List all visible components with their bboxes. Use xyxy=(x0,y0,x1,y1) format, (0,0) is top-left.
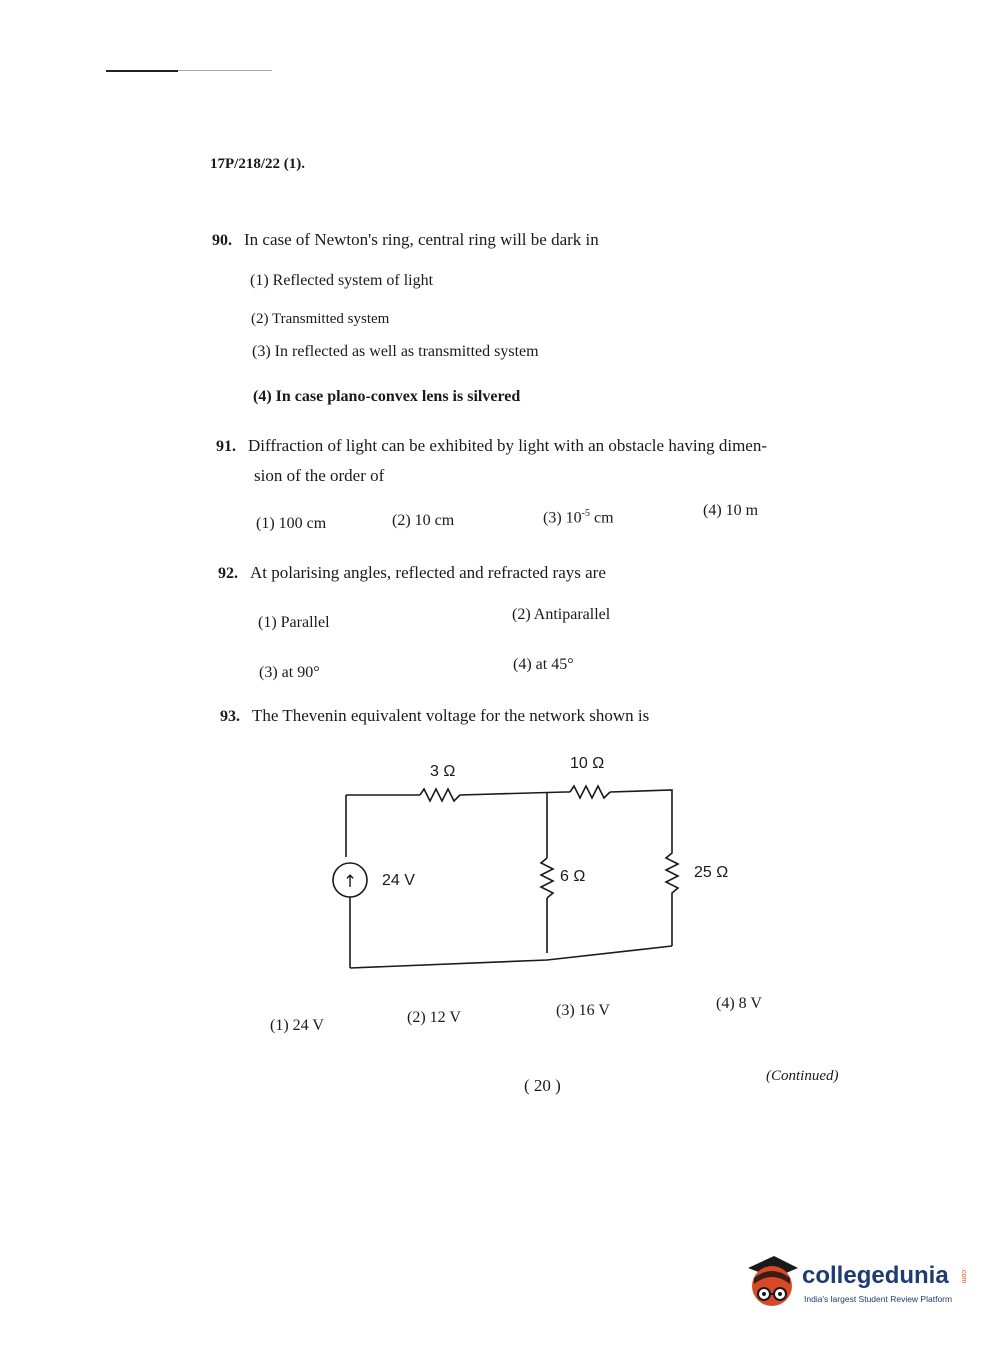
label-6-ohm: 6 Ω xyxy=(560,868,586,885)
q91-option-3-exponent: -5 xyxy=(581,508,590,519)
q92-option-1: (1) Parallel xyxy=(258,614,330,631)
q92-option-2: (2) Antiparallel xyxy=(512,606,611,623)
question-90 xyxy=(212,230,599,250)
arrow-up-icon: ↑ xyxy=(342,872,358,892)
page-number: ( 20 ) xyxy=(524,1076,561,1095)
mascot-icon xyxy=(742,1250,800,1312)
question-91 xyxy=(216,436,767,456)
wire-top-middle xyxy=(460,792,570,795)
resistor-25-ohm xyxy=(666,840,678,946)
question-92 xyxy=(218,563,606,583)
q92-option-4: (4) at 45° xyxy=(513,656,574,673)
question-text: At polarising angles, reflected and refracted rays are xyxy=(250,563,606,582)
paper-code: 17P/218/22 (1). xyxy=(210,156,305,172)
resistor-10-ohm xyxy=(570,786,610,798)
question-number: 93. xyxy=(220,708,240,725)
question-93 xyxy=(220,706,649,726)
q91-option-3-base: (3) 10 xyxy=(543,509,582,527)
collegedunia-logo xyxy=(742,1250,972,1314)
q93-option-1: (1) 24 V xyxy=(270,1017,324,1034)
q90-option-3: (3) In reflected as well as transmitted system xyxy=(252,343,539,360)
logo-name: collegedunia xyxy=(802,1262,949,1289)
q92-option-3: (3) at 90° xyxy=(259,664,320,681)
label-3-ohm: 3 Ω xyxy=(430,763,456,780)
q90-option-2: (2) Transmitted system xyxy=(251,311,390,327)
q91-option-1: (1) 100 cm xyxy=(256,515,327,532)
logo-domain-suffix: .com xyxy=(960,1268,967,1284)
label-10-ohm: 10 Ω xyxy=(570,755,605,772)
circuit-diagram xyxy=(320,750,740,980)
q90-option-1: (1) Reflected system of light xyxy=(250,272,434,289)
q91-option-4: (4) 10 m xyxy=(703,502,759,519)
q93-option-2: (2) 12 V xyxy=(407,1009,461,1026)
wire-top-right xyxy=(610,790,672,840)
q93-option-3: (3) 16 V xyxy=(556,1002,610,1019)
q91-option-3 xyxy=(543,508,614,527)
resistor-6-ohm xyxy=(541,858,553,898)
label-source-24v: 24 V xyxy=(382,872,415,889)
q90-option-4: (4) In case plano-convex lens is silvered xyxy=(253,388,521,405)
question-text: In case of Newton's ring, central ring will be dark in xyxy=(244,230,599,249)
resistor-3-ohm xyxy=(420,789,460,801)
question-text: The Thevenin equivalent voltage for the network shown is xyxy=(252,706,650,725)
question-91-line2: sion of the order of xyxy=(254,466,385,485)
question-number: 92. xyxy=(218,565,238,582)
logo-tagline: India's largest Student Review Platform xyxy=(804,1294,953,1304)
wire-bottom xyxy=(350,946,672,968)
q93-option-4: (4) 8 V xyxy=(716,995,762,1012)
q91-option-2: (2) 10 cm xyxy=(392,512,455,529)
top-rule-thick xyxy=(106,70,178,72)
question-text-line1: Diffraction of light can be exhibited by light with an obstacle having dimen- xyxy=(248,436,767,455)
question-number: 91. xyxy=(216,438,236,455)
question-number: 90. xyxy=(212,232,232,249)
q91-option-3-unit: cm xyxy=(594,509,614,527)
continued-label: (Continued) xyxy=(766,1068,839,1084)
label-25-ohm: 25 Ω xyxy=(694,864,729,881)
